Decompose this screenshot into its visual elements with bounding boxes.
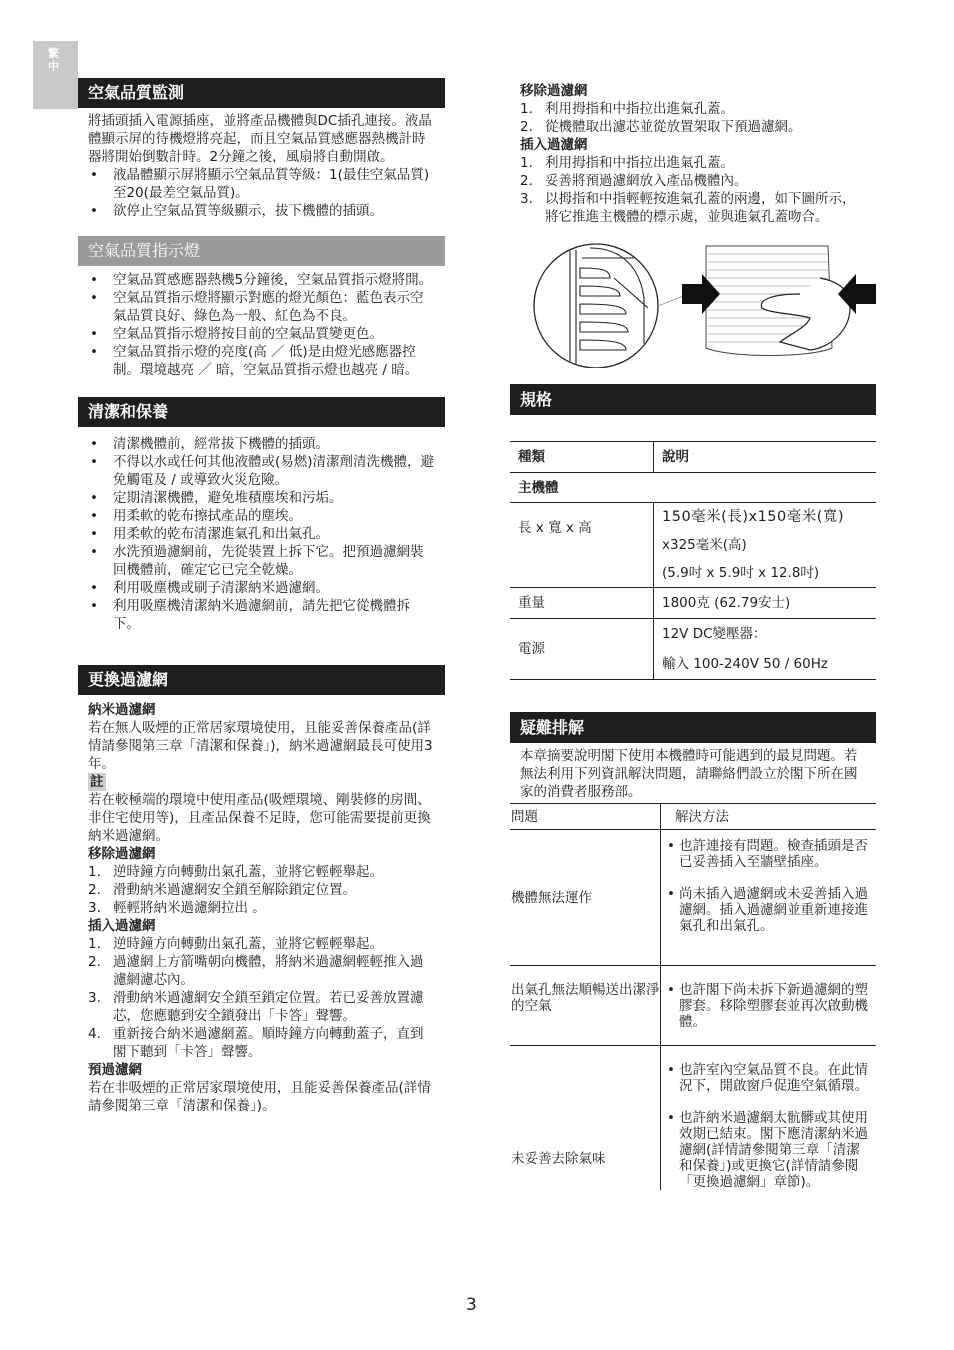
- list-item: • 利用吸塵機清潔納米過濾網前，請先把它從機體拆下。: [88, 597, 435, 633]
- specs-power-line1: 12V DC變壓器：: [662, 626, 767, 642]
- table-row: [510, 1046, 876, 1191]
- specs-weight-value: 1800克 (62.79安士): [662, 595, 791, 611]
- list-item: 2. 從機體取出濾芯並從放置架取下預過濾網。: [520, 119, 802, 135]
- list-item: 2. 妥善將預過濾網放入產品機體內。: [520, 173, 748, 189]
- list-item: 1. 逆時鐘方向轉動出氣孔蓋，並將它輕輕舉起。: [88, 936, 383, 952]
- trouble-problem: 未妥善去除氣味: [510, 1046, 661, 1191]
- note-label: 註: [90, 774, 104, 790]
- air-quality-monitor-list: [78, 166, 445, 220]
- list-item: 3. 輕輕將納米過濾網拉出 。: [88, 900, 266, 916]
- page-number: 3: [466, 1295, 477, 1315]
- zoom-circle-detail: [534, 244, 658, 368]
- table-row: [510, 619, 876, 680]
- note-text: 若在較極端的環境中使用產品(吸煙環境、剛裝修的房間、非住宅使用等)，且產品保養不足時，您可能需要提前更換納米過濾網。: [88, 792, 431, 844]
- list-item: • 清潔機體前，經常拔下機體的插頭。: [88, 435, 435, 453]
- prefilter-remove-steps: [510, 100, 876, 136]
- list-item: • 欲停止空氣品質等級顯示，拔下機體的插頭。: [88, 202, 435, 220]
- table-row: [510, 503, 876, 588]
- list-item: • 空氣品質指示燈將按目前的空氣品質變更色。: [88, 325, 435, 343]
- section-specs-header: 規格: [510, 384, 876, 415]
- specs-dim-line2: x325毫米(高): [662, 537, 747, 553]
- trouble-problem: 機體無法運作: [510, 830, 661, 966]
- prefilter-insert-steps: [510, 154, 876, 226]
- prefilter-remove-subtitle: 移除過濾網: [520, 83, 588, 99]
- list-item: • 定期清潔機體，避免堆積塵埃和污垢。: [88, 489, 435, 507]
- prefilter-insert-subtitle: 插入過濾網: [520, 137, 588, 153]
- nano-filter-subtitle: 納米過濾網: [88, 702, 156, 718]
- list-item: 2. 過濾網上方箭嘴朝向機體，將納米過濾網輕輕推入過濾網濾芯內。: [88, 954, 424, 988]
- table-row: [510, 473, 876, 503]
- right-column: [510, 82, 876, 1190]
- list-item: 1. 利用拇指和中指拉出進氣孔蓋。: [520, 155, 734, 171]
- table-row: [510, 830, 876, 966]
- list-item: • 液晶體顯示屏將顯示空氣品質等級：1(最佳空氣品質)至20(最差空氣品質)。: [88, 166, 435, 202]
- specs-table: [510, 441, 876, 680]
- nano-filter-text: 若在無人吸煙的正常居家環境使用，且能妥善保養產品(詳情請參閱第三章「清潔和保養」)，納米過濾網最長可使用3年。: [88, 720, 433, 772]
- section-cleaning-header: 清潔和保養: [78, 397, 445, 427]
- list-item: 3. 滑動納米過濾網安全鎖至鎖定位置。若已妥善放置濾芯，您應聽到安全鎖發出「卡答」聲響。: [88, 990, 424, 1024]
- specs-power-line2: 輸入 100-240V 50 / 60Hz: [662, 656, 828, 672]
- trouble-col-solution: 解決方法: [675, 808, 729, 825]
- table-row: [510, 588, 876, 619]
- list-item: 3. 以拇指和中指輕輕按進氣孔蓋的兩邊，如下圖所示，將它推進主機體的標示處，並與進氣孔蓋吻合。: [520, 191, 856, 225]
- list-item: • 也許納米過濾網太骯髒或其使用效期已結束。閣下應清潔納米過濾網(詳情請參閱第三章「清潔和保養」)或更換它(詳情請參閱「更換過濾網」章節)。: [665, 1110, 868, 1190]
- trouble-problem: 出氣孔無法順暢送出潔淨的空氣: [510, 966, 661, 1046]
- left-column: [78, 78, 445, 1115]
- specs-col-type: 種類: [510, 442, 654, 473]
- list-item: 2. 滑動納米過濾網安全鎖至解除鎖定位置。: [88, 882, 356, 898]
- section-air-quality-indicator-header: 空氣品質指示燈: [78, 236, 445, 266]
- list-item: • 也許連接有問題。檢查插頭是否已妥善插入至牆壁插座。: [665, 838, 868, 870]
- air-quality-indicator-list: [78, 271, 445, 379]
- table-row: [510, 804, 876, 830]
- list-item: • 空氣品質指示燈將顯示對應的燈光顏色：藍色表示空氣品質良好、綠色為一般、紅色為不良。: [88, 289, 435, 325]
- language-tab: [33, 41, 78, 109]
- specs-dim-line1: 150毫米(長)x150毫米(寬): [662, 509, 845, 525]
- cleaning-list: [78, 435, 445, 633]
- prefilter-insert-illustration: [510, 238, 876, 368]
- section-air-quality-monitor-header: 空氣品質監測: [78, 78, 445, 108]
- specs-dim-line3: (5.9吋 x 5.9吋 x 12.8吋): [662, 565, 820, 581]
- list-item: 1. 逆時鐘方向轉動出氣孔蓋，並將它輕輕舉起。: [88, 864, 383, 880]
- list-item: 1. 利用拇指和中指拉出進氣孔蓋。: [520, 101, 734, 117]
- language-tab-label: 繁中: [48, 47, 59, 73]
- troubleshooting-table: [510, 803, 876, 1190]
- specs-power-label: 電源: [510, 619, 654, 680]
- prefilter-subtitle: 預過濾網: [88, 1062, 142, 1078]
- list-item: 4. 重新接合納米過濾網蓋。順時鐘方向轉動蓋子，直到閣下聽到「卡答」聲響。: [88, 1026, 424, 1060]
- insert-filter-subtitle: 插入過濾網: [88, 918, 156, 934]
- table-row: [510, 442, 876, 473]
- list-item: • 空氣品質指示燈的亮度(高 ／ 低)是由燈光感應器控制。環境越亮 ／ 暗，空氣品質指示燈也越亮 / 暗。: [88, 343, 435, 379]
- list-item: • 用柔軟的乾布擦拭產品的塵埃。: [88, 507, 435, 525]
- remove-filter-steps: [78, 863, 445, 917]
- list-item: • 也許閣下尚未拆下新過濾網的塑膠套。移除塑膠套並再次啟動機體。: [665, 982, 868, 1030]
- insert-filter-steps: [78, 935, 445, 1061]
- troubleshooting-intro: 本章摘要說明閣下使用本機體時可能遇到的最見問題。若無法利用下列資訊解決問題，請聯絡們設立於閣下所在國家的消費者服務部。: [520, 748, 858, 800]
- specs-main-unit: 主機體: [518, 479, 559, 496]
- prefilter-text: 若在非吸煙的正常居家環境使用，且能妥善保養產品(詳情請參閱第三章「清潔和保養」)。: [88, 1080, 431, 1114]
- specs-dim-label: 長 x 寬 x 高: [510, 503, 654, 588]
- list-item: • 用柔軟的乾布清潔進氣孔和出氣孔。: [88, 525, 435, 543]
- section-troubleshooting-header: 疑難排解: [510, 712, 876, 743]
- list-item: • 也許室內空氣品質不良。在此情況下，開啟窗戶促進空氣循環。: [665, 1062, 868, 1094]
- remove-filter-subtitle: 移除過濾網: [88, 846, 156, 862]
- specs-col-desc: 說明: [662, 449, 689, 465]
- list-item: • 不得以水或任何其他液體或(易燃)清潔劑清洗機體，避免觸電及 / 或導致火災危險。: [88, 453, 435, 489]
- list-item: • 水洗預過濾網前，先從裝置上拆下它。把預過濾網裝回機體前，確定它已完全乾燥。: [88, 543, 435, 579]
- purifier-unit-drawing: [706, 246, 850, 356]
- trouble-col-problem: 問題: [510, 804, 661, 830]
- list-item: • 尚未插入過濾網或未妥善插入過濾網。插入過濾網並重新連接進氣孔和出氣孔。: [665, 886, 868, 934]
- table-row: [510, 966, 876, 1046]
- air-quality-monitor-intro: 將插頭插入電源插座，並將產品機體與DC插孔連接。液晶體顯示屏的待機燈將亮起，而且空氣品質感應器熱機計時器將開始倒數計時。2分鐘之後，風扇將自動開啟。: [88, 113, 432, 165]
- section-replace-filter-header: 更換過濾網: [78, 665, 445, 695]
- list-item: • 空氣品質感應器熱機5分鐘後，空氣品質指示燈將開。: [88, 271, 435, 289]
- specs-weight-label: 重量: [510, 588, 654, 619]
- list-item: • 利用吸塵機或刷子清潔納米過濾網。: [88, 579, 435, 597]
